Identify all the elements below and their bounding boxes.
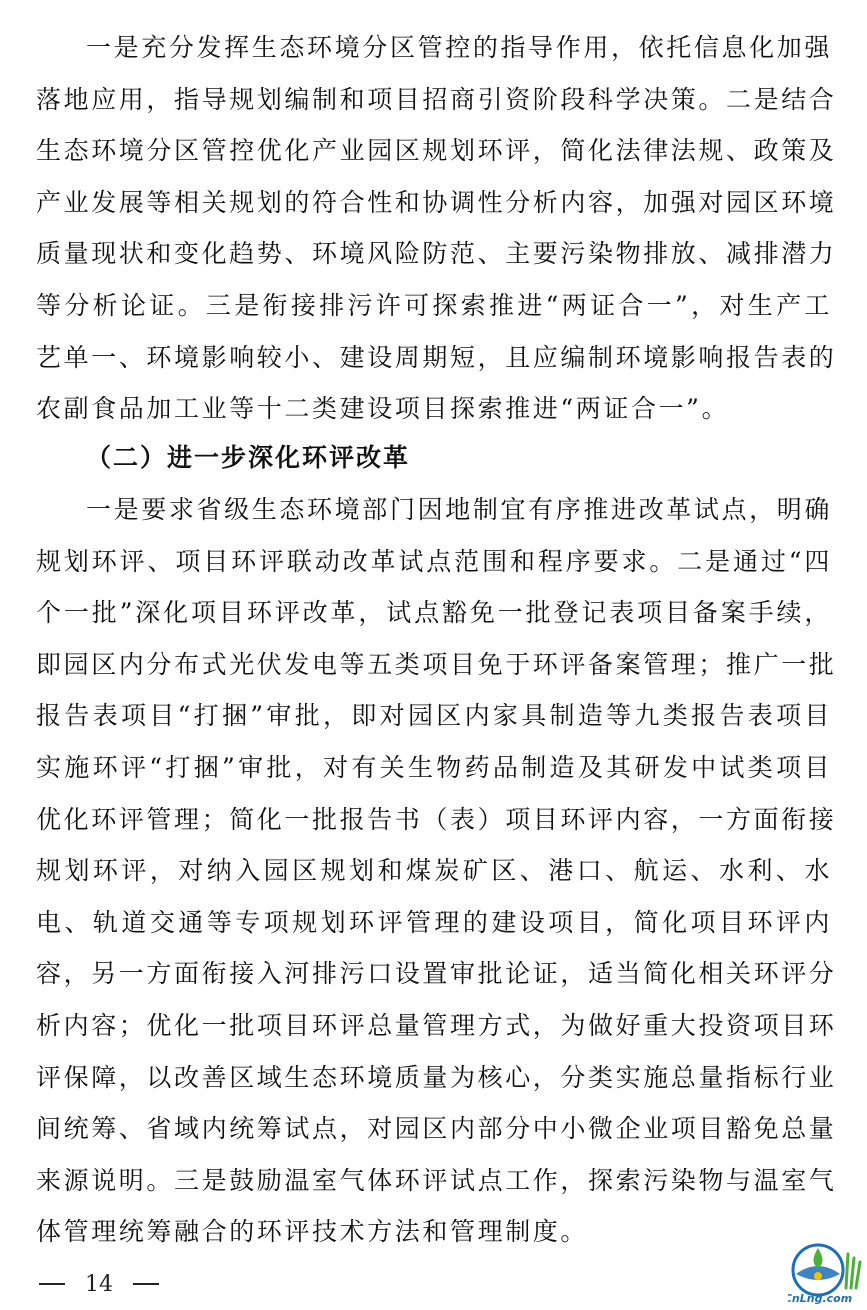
watermark-logo-icon [788,1240,864,1306]
paragraph-line: 落地应用，指导规划编制和项目招商引资阶段科学决策。二是结合 [36,84,837,114]
paragraph-line: 优化环评管理；简化一批报告书（表）项目环评内容，一方面衔接 [36,804,837,834]
logo-dot [814,1272,822,1280]
paragraph-line: 等分析论证。三是衔接排污许可探索推进“两证合一”，对生产工 [36,290,832,320]
paragraph-line: 容，另一方面衔接入河排污口设置审批论证，适当简化相关环评分 [36,959,837,989]
section-heading: （二）进一步深化环评改革 [86,443,411,472]
logo-text: CnLng.com [788,1292,853,1305]
paragraph-line: 评保障，以改善区域生态环境质量为核心，分类实施总量指标行业 [36,1062,837,1092]
paragraph-line: 实施环评“打捆”审批，对有关生物药品制造及其研发中试类项目 [36,752,832,782]
paragraph-line: 农副食品加工业等十二类建设项目探索推进“两证合一”。 [36,394,730,424]
paragraph-line: 规划环评，对纳入园区规划和煤炭矿区、港口、航运、水利、水 [36,856,832,886]
logo-grass [846,1254,860,1288]
paragraph-2 [36,484,837,1258]
paragraph-line: 来源说明。三是鼓励温室气体环评试点工作，探索污染物与温室气 [36,1165,837,1195]
logo-drop [814,1248,823,1268]
paragraph-line: 产业发展等相关规划的符合性和协调性分析内容，加强对园区环境 [36,187,837,217]
paragraph-line: 体管理统筹融合的环评技术方法和管理制度。 [36,1217,589,1247]
watermark-logo-graphic [788,1240,864,1306]
paragraph-line: 规划环评、项目环评联动改革试点范围和程序要求。二是通过“四 [36,546,832,576]
paragraph-line: 电、轨道交通等专项规划环评管理的建设项目，简化项目环评内 [36,907,832,937]
footer-dash-left [39,1283,65,1285]
paragraph-line: 质量现状和变化趋势、环境风险防范、主要污染物排放、减排潜力 [36,239,837,269]
paragraph-line: 一是充分发挥生态环境分区管控的指导作用，依托信息化加强 [86,33,832,62]
paragraph-line: 析内容；优化一批项目环评总量管理方式，为做好重大投资项目环 [36,1010,837,1040]
section-heading-block [36,432,832,484]
paragraph-line: 间统筹、省域内统筹试点，对园区内部分中小微企业项目豁免总量 [36,1114,837,1144]
paragraph-line: 艺单一、环境影响较小、建设周期短，且应编制环境影响报告表的 [36,342,837,372]
paragraph-line: 个一批”深化项目环评改革，试点豁免一批登记表项目备案手续， [36,598,832,628]
footer-dash-right [133,1283,159,1285]
paragraph-line: 即园区内分布式光伏发电等五类项目免于环评备案管理；推广一批 [36,649,837,679]
paragraph-1 [36,22,837,435]
paragraph-line: 一是要求省级生态环境部门因地制宜有序推进改革试点，明确 [86,495,832,524]
paragraph-line: 报告表项目“打捆”审批，即对园区内家具制造等九类报告表项目 [36,701,832,731]
page-number: 14 [85,1271,113,1297]
paragraph-line: 生态环境分区管控优化产业园区规划环评，简化法律法规、政策及 [36,136,837,166]
page-footer [33,1262,165,1306]
